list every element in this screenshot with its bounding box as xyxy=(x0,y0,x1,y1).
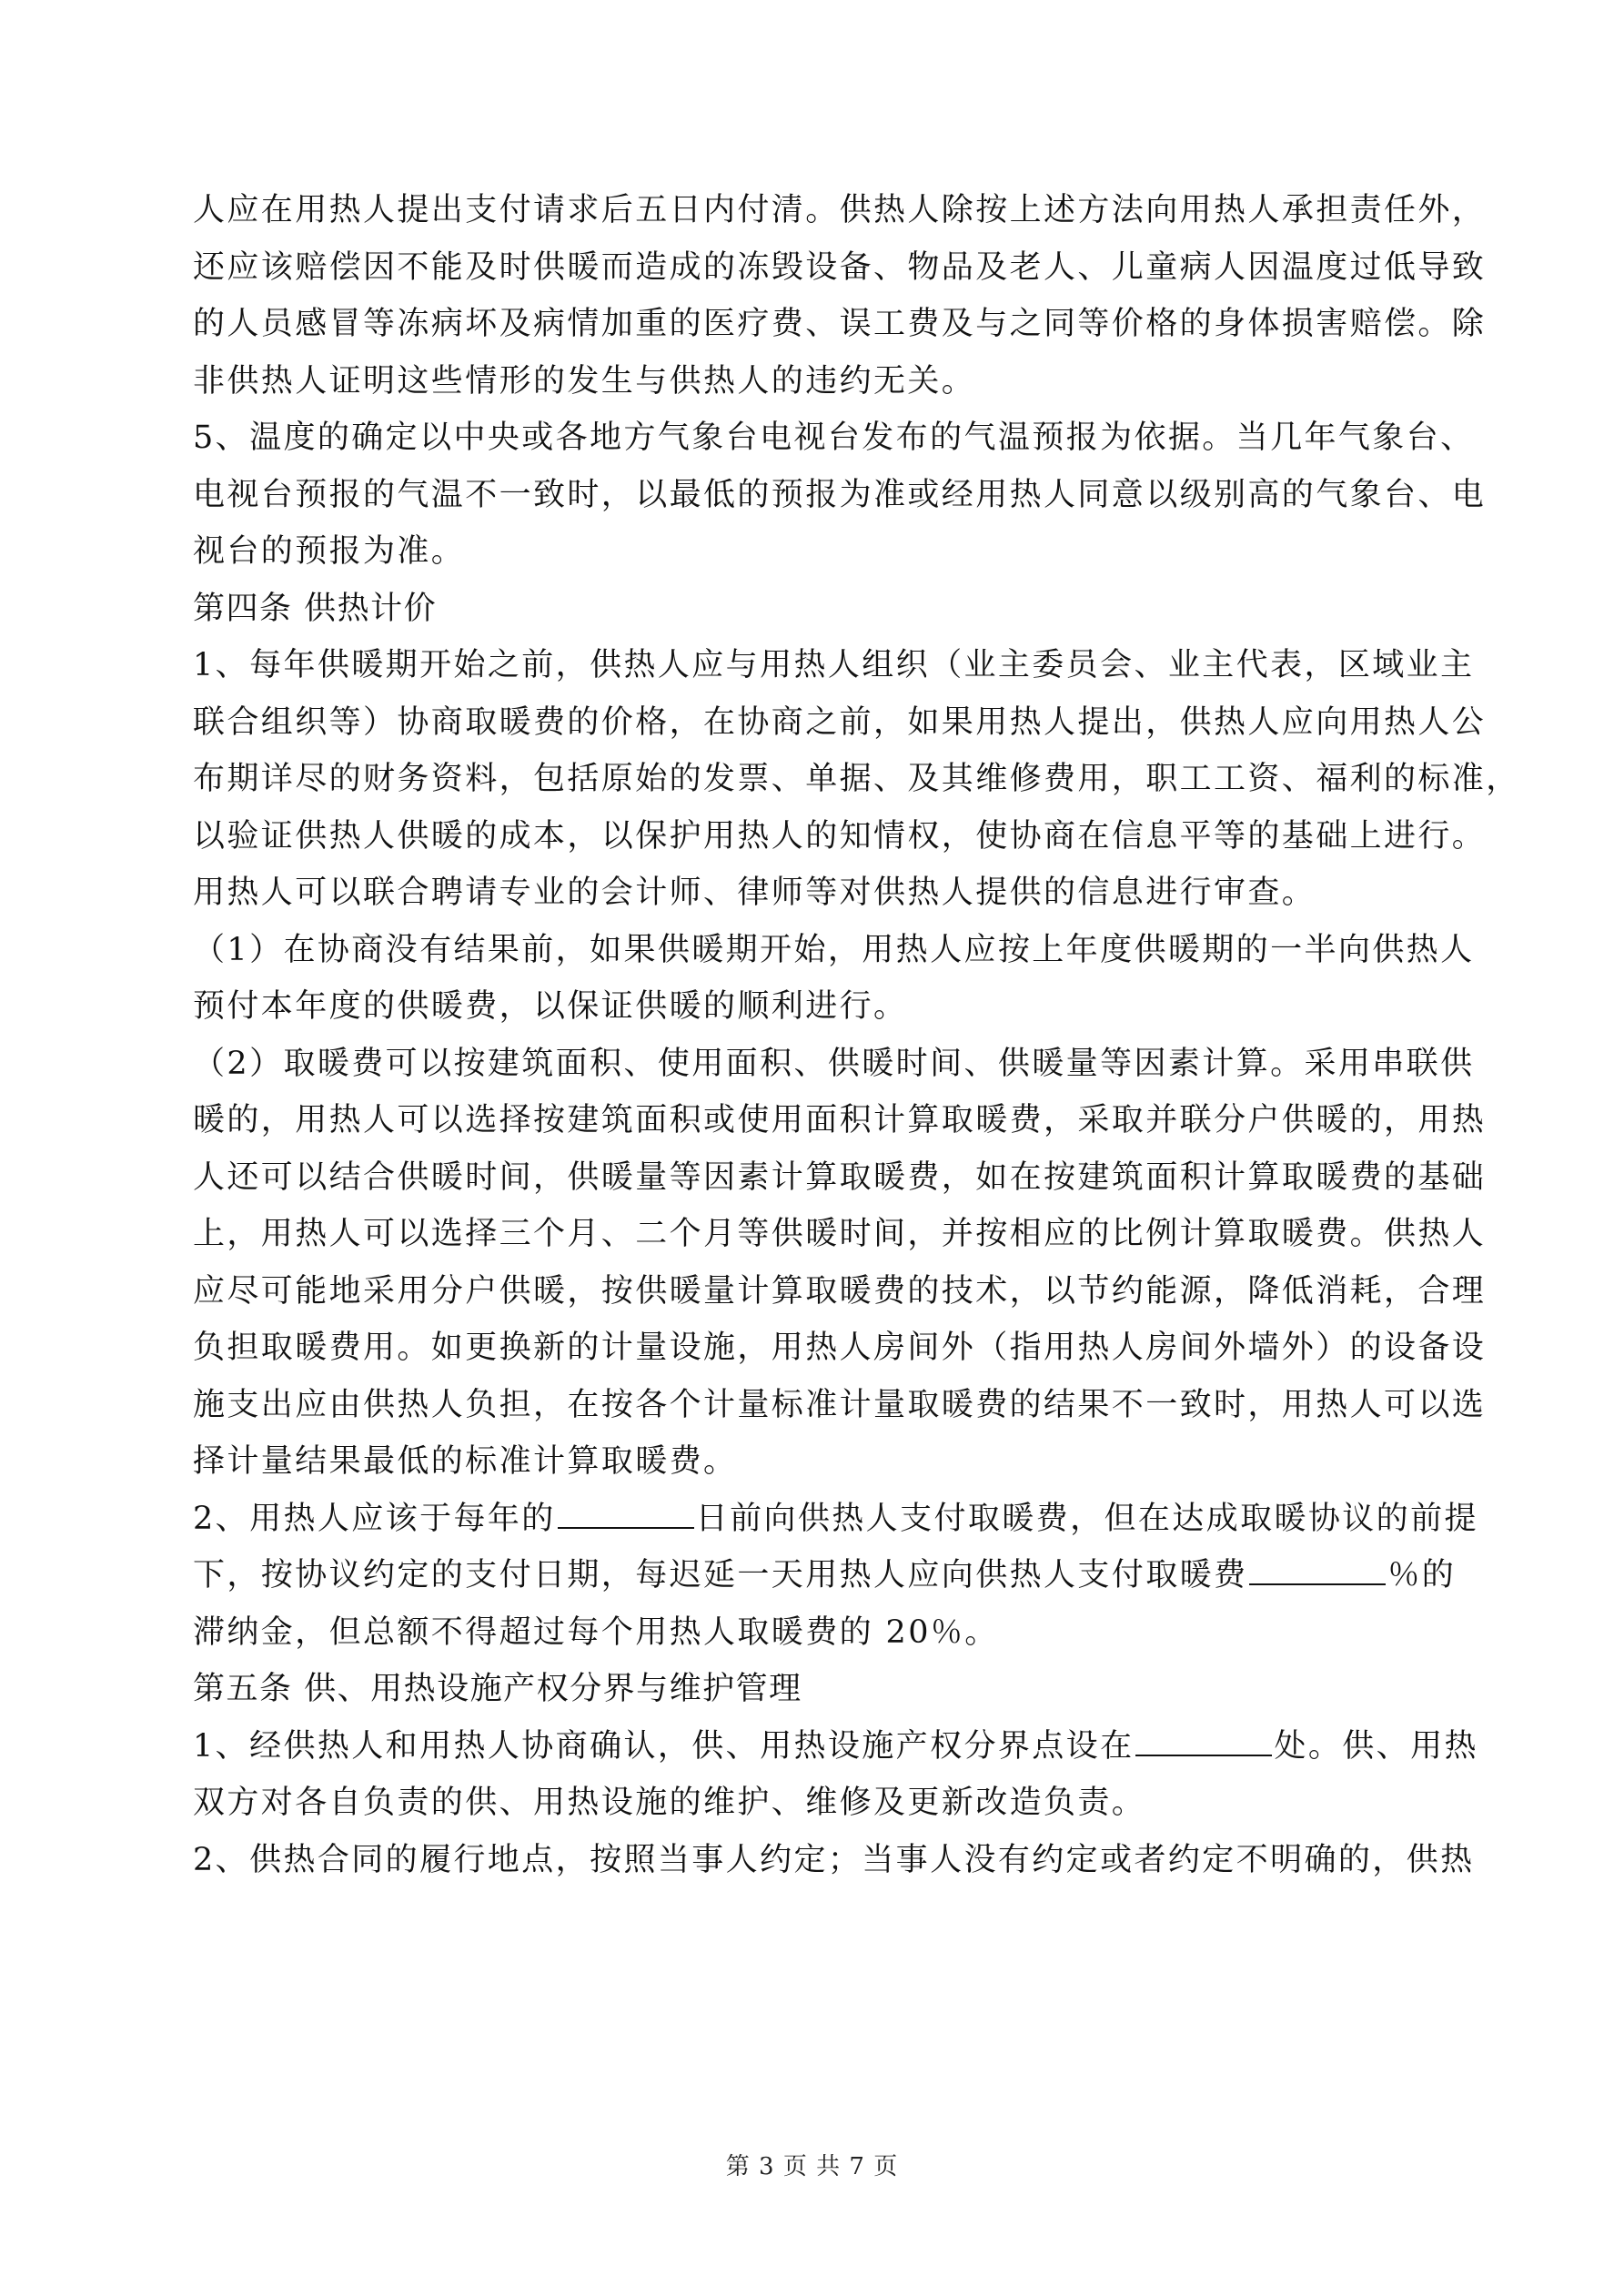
text-line: （2）取暖费可以按建筑面积、使用面积、供暖时间、供暖量等因素计算。采用串联供 xyxy=(193,1045,1475,1082)
text-line: 施支出应由供热人负担，在按各个计量标准计量取暖费的结果不一致时，用热人可以选 xyxy=(193,1386,1487,1423)
text-line: 电视台预报的气温不一致时，以最低的预报为准或经用热人同意以级别高的气象台、电 xyxy=(193,476,1487,513)
text-line: 视台的预报为准。 xyxy=(193,533,466,570)
late-fee-percent-blank[interactable] xyxy=(1249,1558,1386,1585)
text-line: （1）在协商没有结果前，如果供暖期开始，用热人应按上年度供暖期的一半向供热人 xyxy=(193,931,1475,968)
text-fragment: 日前向供热人支付取暖费，但在达成取暖协议的前提 xyxy=(695,1500,1478,1537)
text-line: 双方对各自负责的供、用热设施的维护、维修及更新改造负责。 xyxy=(193,1785,1146,1821)
text-line: 1、每年供暖期开始之前，供热人应与用热人组织（业主委员会、业主代表，区域业主 xyxy=(193,647,1475,683)
text-line: 应尽可能地采用分户供暖，按供暖量计算取暖费的技术，以节约能源，降低消耗，合理 xyxy=(193,1272,1487,1310)
text-fragment: 2、用热人应该于每年的 xyxy=(193,1500,556,1537)
text-line: 人应在用热人提出支付请求后五日内付清。供热人除按上述方法向用热人承担责任外， xyxy=(193,192,1487,228)
boundary-point-blank[interactable] xyxy=(1135,1729,1272,1756)
text-line-payment-date xyxy=(193,1491,1478,1548)
text-line: 2、供热合同的履行地点，按照当事人约定；当事人没有约定或者约定不明确的，供热 xyxy=(193,1841,1475,1878)
section-heading-5: 第五条 供、用热设施产权分界与维护管理 xyxy=(193,1671,802,1707)
text-line: 人还可以结合供暖时间，供暖量等因素计算取暖费，如在按建筑面积计算取暖费的基础 xyxy=(193,1158,1487,1196)
text-line: 上，用热人可以选择三个月、二个月等供暖时间，并按相应的比例计算取暖费。供热人 xyxy=(193,1216,1487,1252)
payment-day-blank[interactable] xyxy=(558,1502,694,1529)
page-number-footer: 第 3 页 共 7 页 xyxy=(725,2153,899,2180)
text-line: 负担取暖费用。如更换新的计量设施，用热人房间外（指用热人房间外墙外）的设备设 xyxy=(193,1330,1487,1366)
text-line: 的人员感冒等冻病坏及病情加重的医疗费、误工费及与之同等价格的身体损害赔偿。除 xyxy=(193,306,1487,342)
text-line: 非供热人证明这些情形的发生与供热人的违约无关。 xyxy=(193,362,976,400)
text-line: 预付本年度的供暖费，以保证供暖的顺利进行。 xyxy=(193,988,908,1025)
text-line: 以验证供热人供暖的成本，以保护用热人的知情权，使协商在信息平等的基础上进行。 xyxy=(193,817,1487,855)
text-line: 布期详尽的财务资料，包括原始的发票、单据、及其维修费用，职工工资、福利的标准， xyxy=(193,761,1520,797)
text-line: 5、温度的确定以中央或各地方气象台电视台发布的气温预报为依据。当几年气象台、 xyxy=(193,420,1475,456)
section-heading-4: 第四条 供热计价 xyxy=(193,590,438,627)
text-line: 择计量结果最低的标准计算取暖费。 xyxy=(193,1443,738,1480)
text-line-boundary-point xyxy=(193,1718,1478,1775)
text-fragment: 下，按协议约定的支付日期，每迟延一天用热人应向供热人支付取暖费 xyxy=(193,1557,1248,1593)
text-fragment: 1、经供热人和用热人协商确认，供、用热设施产权分界点设在 xyxy=(193,1727,1135,1765)
text-line: 联合组织等）协商取暖费的价格，在协商之前，如果用热人提出，供热人应向用热人公 xyxy=(193,703,1487,741)
text-fragment: 处。供、用热 xyxy=(1274,1727,1478,1765)
text-line-late-fee xyxy=(193,1547,1457,1604)
text-line: 暖的，用热人可以选择按建筑面积或使用面积计算取暖费，采取并联分户供暖的，用热 xyxy=(193,1102,1487,1138)
text-line: 滞纳金，但总额不得超过每个用热人取暖费的 20％。 xyxy=(193,1613,999,1651)
document-body xyxy=(193,182,1520,1888)
text-line: 用热人可以联合聘请专业的会计师、律师等对供热人提供的信息进行审查。 xyxy=(193,875,1316,911)
text-line: 还应该赔偿因不能及时供暖而造成的冻毁设备、物品及老人、儿童病人因温度过低导致 xyxy=(193,248,1487,286)
text-fragment: ％的 xyxy=(1387,1557,1457,1593)
